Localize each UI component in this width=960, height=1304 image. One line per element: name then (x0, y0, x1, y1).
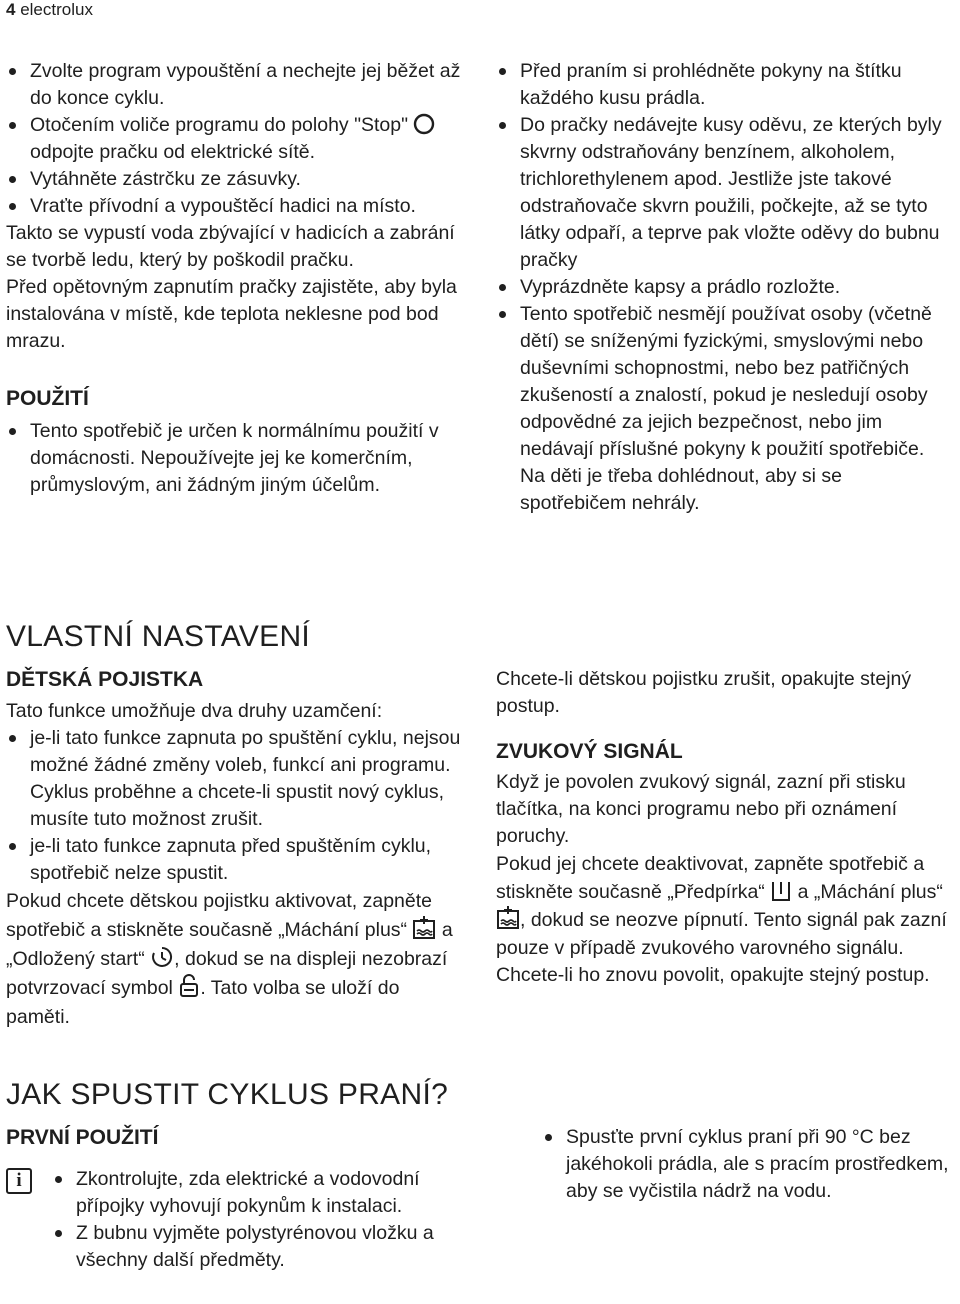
prewash-icon (770, 880, 792, 902)
laundry-tips-list (496, 58, 951, 463)
brand-name: electrolux (20, 0, 93, 19)
subsection-heading: PRVNÍ POUŽITÍ (6, 1126, 159, 1149)
list-item: Vyprázdněte kapsy a prádlo rozložte. (496, 274, 951, 301)
list-item-text: Otočením voliče programu do polohy "Stop" (30, 114, 414, 136)
page-number: 4 (6, 0, 16, 19)
first-use-list (542, 1124, 952, 1205)
paragraph: Takto se vypustí voda zbývající v hadicích a zabrání se tvorbě ledu, který by poškodil pračku. (6, 222, 455, 271)
paragraph: Tato funkce umožňuje dva druhy uzamčení: (6, 700, 383, 722)
list-item: Tento spotřebič nesmějí používat osoby (včetně dětí) se sníženými fyzickými, smyslovými nebo duševními schopnostmi, nebo bez patřičných zkušeností a znalostí, pokud je nesledují osoby odpovědné za jejich bezpečnost, nebo jim nedávají příslušné pokyny k použití spotřebiče. (496, 301, 951, 463)
paragraph: Když je povolen zvukový signál, zazní při stisku tlačítka, na konci programu nebo při oznámení poruchy. (496, 771, 906, 847)
list-item: Vraťte přívodní a vypouštěcí hadici na místo. (6, 193, 466, 220)
delay-start-icon (150, 945, 174, 969)
paragraph-text: a „Odložený start“ (6, 919, 453, 970)
stop-circle-icon (413, 113, 435, 135)
list-item: je-li tato funkce zapnuta před spuštěním cyklu, spotřebič nelze spustit. (6, 833, 466, 887)
subsection-heading: DĚTSKÁ POJISTKA (6, 668, 204, 691)
list-item: Vytáhněte zástrčku ze zásuvky. (6, 166, 466, 193)
paragraph-text: , dokud se na displeji nezobrazí potvrzovací symbol (6, 948, 448, 999)
lock-types-list (6, 725, 466, 779)
paragraph: Na děti je třeba dohlédnout, aby si se spotřebičem nehrály. (520, 465, 842, 514)
list-item: je-li tato funkce zapnuta po spuštění cyklu, nejsou možné žádné změny voleb, funkcí ani programu. (6, 725, 466, 779)
lock-types-list (6, 833, 466, 887)
paragraph: Chcete-li dětskou pojistku zrušit, opakujte stejný postup. (496, 668, 912, 717)
paragraph: Cyklus proběhne a chcete-li spustit nový cyklus, musíte tuto možnost zrušit. (30, 781, 445, 830)
list-item: Zvolte program vypouštění a nechejte jej běžet až do konce cyklu. (6, 58, 466, 112)
list-item: Před praním si prohlédněte pokyny na štítku každého kusu prádla. (496, 58, 951, 112)
paragraph-text: Pokud chcete dětskou pojistku aktivovat, zapněte spotřebič a stiskněte současně „Máchání plus“ (6, 890, 433, 941)
paragraph-text: a „Máchání plus“ (792, 881, 943, 903)
paragraph-text: . Tato volba se uloží do paměti. (6, 977, 400, 1028)
usage-list (6, 418, 466, 499)
first-use-list (52, 1166, 462, 1274)
column-left-top (6, 58, 466, 499)
child-lock-icon (178, 974, 200, 998)
first-use-right-list (542, 1124, 952, 1205)
child-lock-block (6, 666, 466, 1032)
paragraph (496, 850, 951, 962)
paragraph-text: Pokud jej chcete deaktivovat, zapněte spotřebič a stiskněte současně „Předpírka“ (496, 853, 925, 903)
paragraph-text: , dokud se neozve pípnutí. Tento signál pak zazní pouze v případě zvukového varovného signálu. (496, 909, 947, 959)
list-item: Tento spotřebič je určen k normálnímu použití v domácnosti. Nepoužívejte jej ke komerčním, průmyslovým, ani žádným jiným účelům. (6, 418, 466, 499)
first-use-left-list (52, 1166, 462, 1274)
section-heading: POUŽITÍ (6, 387, 89, 410)
info-icon: i (6, 1168, 32, 1194)
column-right-top (496, 58, 951, 517)
list-item: Z bubnu vyjměte polystyrénovou vložku a všechny další předměty. (52, 1220, 462, 1274)
first-use-heading-block (6, 1124, 426, 1151)
section-title-start-cycle: JAK SPUSTIT CYKLUS PRANÍ? (6, 1078, 449, 1111)
paragraph: Chcete-li ho znovu povolit, opakujte stejný postup. (496, 964, 930, 986)
drain-steps-list (6, 58, 466, 220)
list-item (6, 112, 466, 166)
rinse-plus-icon (412, 916, 436, 940)
section-title-personal-settings: VLASTNÍ NASTAVENÍ (6, 620, 311, 653)
sound-block (496, 666, 951, 989)
list-item: Zkontrolujte, zda elektrické a vodovodní přípojky vyhovují pokynům k instalaci. (52, 1166, 462, 1220)
rinse-plus-icon (496, 906, 520, 930)
list-item: Spusťte první cyklus praní při 90 °C bez jakéhokoli prádla, ale s pracím prostředkem, aby se vyčistila nádrž na vodu. (542, 1124, 952, 1205)
page-header (6, 0, 93, 20)
list-item: Do pračky nedávejte kusy oděvu, ze kterých byly skvrny odstraňovány benzínem, alkoholem, trichlorethylenem apod. Jestliže jste takové odstraňovače skvrn použili, počkejte, až se tyto látky odpaří, a teprve pak vložte oděvy do bubnu pračky (496, 112, 951, 274)
paragraph: Před opětovným zapnutím pračky zajistěte, aby byla instalována v místě, kde teplota neklesne pod bod mrazu. (6, 276, 457, 352)
paragraph (6, 887, 466, 1032)
subsection-heading: ZVUKOVÝ SIGNÁL (496, 740, 683, 763)
list-item-text: odpojte pračku od elektrické sítě. (30, 141, 316, 163)
